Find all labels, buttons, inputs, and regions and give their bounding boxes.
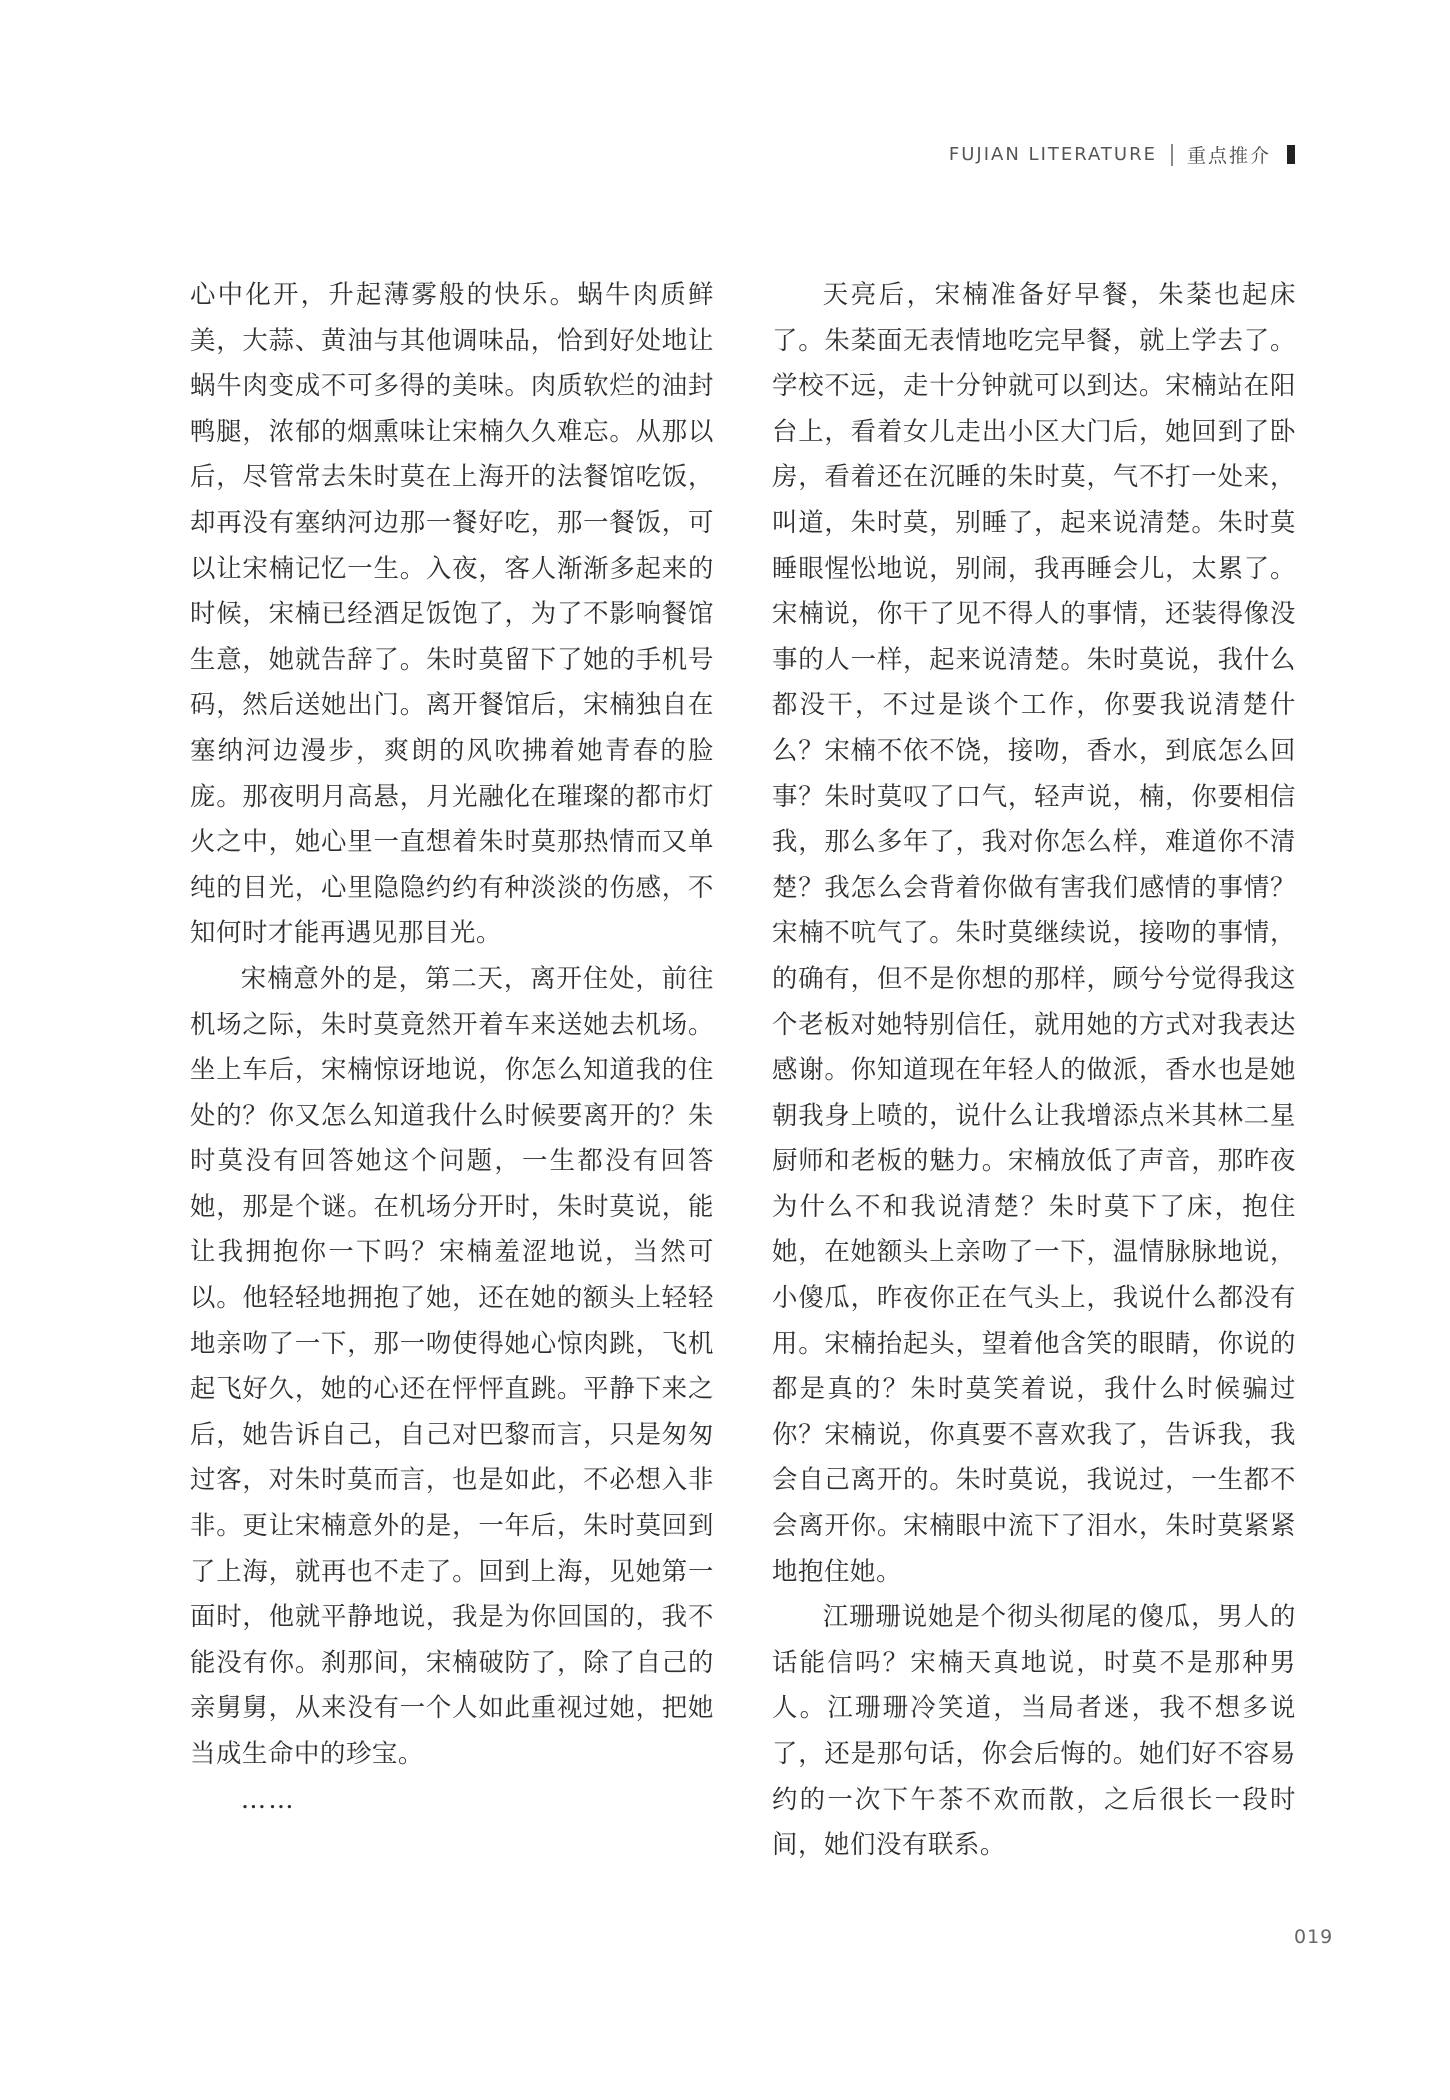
header-mark-icon — [1287, 145, 1295, 164]
header-divider — [1171, 144, 1173, 166]
journal-name: FUJIAN LITERATURE — [948, 144, 1157, 165]
page-number: 019 — [1294, 1926, 1334, 1948]
paragraph: 江珊珊说她是个彻头彻尾的傻瓜，男人的话能信吗？宋楠天真地说，时莫不是那种男人。江珊珊冷笑道，当局者迷，我不想多说了，还是那句话，你会后悔的。她们好不容易约的一次下午茶不欢而散，之后很长一段时间，她们没有联系。 — [772, 1601, 1296, 1860]
running-header — [949, 141, 1295, 168]
paragraph: 宋楠意外的是，第二天，离开住处，前往机场之际，朱时莫竟然开着车来送她去机场。坐上车后，宋楠惊讶地说，你怎么知道我的住处的？你又怎么知道我什么时候要离开的？朱时莫没有回答她这个问题，一生都没有回答她，那是个谜。在机场分开时，朱时莫说，能让我拥抱你一下吗？宋楠羞涩地说，当然可以。他轻轻地拥抱了她，还在她的额头上轻轻地亲吻了一下，那一吻使得她心惊肉跳，飞机起飞好久，她的心还在怦怦直跳。平静下来之后，她告诉自己，自己对巴黎而言，只是匆匆过客，对朱时莫而言，也是如此，不必想入非非。更让宋楠意外的是，一年后，朱时莫回到了上海，就再也不走了。回到上海，见她第一面时，他就平静地说，我是为你回国的，我不能没有你。刹那间，宋楠破防了，除了自己的亲舅舅，从来没有一个人如此重视过她，把她当成生命中的珍宝。 — [190, 962, 714, 1768]
paragraph: 天亮后，宋楠准备好早餐，朱棻也起床了。朱棻面无表情地吃完早餐，就上学去了。学校不远，走十分钟就可以到达。宋楠站在阳台上，看着女儿走出小区大门后，她回到了卧房，看着还在沉睡的朱时莫，气不打一处来，叫道，朱时莫，别睡了，起来说清楚。朱时莫睡眼惺忪地说，别闹，我再睡会儿，太累了。宋楠说，你干了见不得人的事情，还装得像没事的人一样，起来说清楚。朱时莫说，我什么都没干，不过是谈个工作，你要我说清楚什么？宋楠不依不饶，接吻，香水，到底怎么回事？朱时莫叹了口气，轻声说，楠，你要相信我，那么多年了，我对你怎么样，难道你不清楚？我怎么会背着你做有害我们感情的事情？宋楠不吭气了。朱时莫继续说，接吻的事情，的确有，但不是你想的那样，顾兮兮觉得我这个老板对她特别信任，就用她的方式对我表达感谢。你知道现在年轻人的做派，香水也是她朝我身上喷的，说什么让我增添点米其林二星厨师和老板的魅力。宋楠放低了声音，那昨夜为什么不和我说清楚？朱时莫下了床，抱住她，在她额头上亲吻了一下，温情脉脉地说，小傻瓜，昨夜你正在气头上，我说什么都没有用。宋楠抬起头，望着他含笑的眼睛，你说的都是真的？朱时莫笑着说，我什么时候骗过你？宋楠说，你真要不喜欢我了，告诉我，我会自己离开的。朱时莫说，我说过，一生都不会离开你。宋楠眼中流下了泪水，朱时莫紧紧地抱住她。 — [772, 279, 1296, 1586]
section-name: 重点推介 — [1186, 145, 1271, 167]
paragraph: 心中化开，升起薄雾般的快乐。蜗牛肉质鲜美，大蒜、黄油与其他调味品，恰到好处地让蜗牛肉变成不可多得的美味。肉质软烂的油封鸭腿，浓郁的烟熏味让宋楠久久难忘。从那以后，尽管常去朱时莫在上海开的法餐馆吃饭，却再没有塞纳河边那一餐好吃，那一餐饭，可以让宋楠记忆一生。入夜，客人渐渐多起来的时候，宋楠已经酒足饭饱了，为了不影响餐馆生意，她就告辞了。朱时莫留下了她的手机号码，然后送她出门。离开餐馆后，宋楠独自在塞纳河边漫步，爽朗的风吹拂着她青春的脸庞。那夜明月高悬，月光融化在璀璨的都市灯火之中，她心里一直想着朱时莫那热情而又单纯的目光，心里隐隐约约有种淡淡的伤感，不知何时才能再遇见那目光。 — [190, 279, 714, 948]
left-column — [190, 272, 714, 1822]
ellipsis: …… — [240, 1783, 296, 1814]
right-column — [772, 272, 1296, 1868]
